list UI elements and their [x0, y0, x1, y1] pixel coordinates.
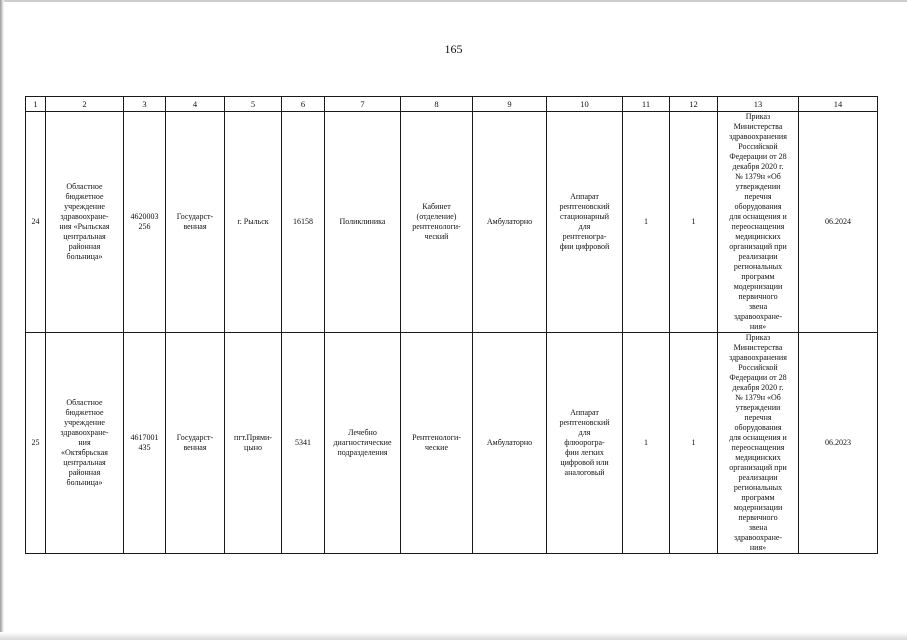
quantity-planned: 1: [623, 333, 670, 554]
department: Рентгенологи- ческие: [401, 333, 473, 554]
quantity-actual: 1: [670, 333, 718, 554]
header-cell-2: 2: [46, 97, 124, 112]
header-row: [26, 97, 878, 112]
header-cell-4: 4: [166, 97, 225, 112]
ownership-form: Государст- венная: [166, 112, 225, 333]
organization-name: Областное бюджетное учреждение здравоохране- ния «Рыльская центральная районная больница»: [46, 112, 124, 333]
organization-name: Областное бюджетное учреждение здравоохране- ния «Октябрьская центральная районная больница»: [46, 333, 124, 554]
quantity-planned: 1: [623, 112, 670, 333]
unit-index: 16158: [282, 112, 325, 333]
due-date: 06.2024: [799, 112, 878, 333]
header-cell-12: 12: [670, 97, 718, 112]
page-number: 165: [444, 42, 463, 56]
scan-edge-bottom: [0, 632, 907, 640]
header-cell-13: 13: [718, 97, 799, 112]
equipment-table: [25, 96, 878, 554]
due-date: 06.2023: [799, 333, 878, 554]
unit-index: 5341: [282, 333, 325, 554]
header-cell-5: 5: [225, 97, 282, 112]
row-number: 24: [26, 112, 46, 333]
header-cell-7: 7: [325, 97, 401, 112]
scan-edge-left: [0, 0, 4, 640]
ownership-form: Государст- венная: [166, 333, 225, 554]
locality: г. Рыльск: [225, 112, 282, 333]
subdivision: Поликлиника: [325, 112, 401, 333]
care-type: Амбулаторно: [473, 333, 547, 554]
header-cell-6: 6: [282, 97, 325, 112]
organization-code: 4620003 256: [124, 112, 166, 333]
header-cell-10: 10: [547, 97, 623, 112]
equipment-name: Аппарат рентгеновский для флюорогра- фии легких цифровой или аналоговый: [547, 333, 623, 554]
equipment-name: Аппарат рентгеновский стационарный для рентгеногра- фии цифровой: [547, 112, 623, 333]
row-number: 25: [26, 333, 46, 554]
organization-code: 4617001 435: [124, 333, 166, 554]
table-row: [26, 333, 878, 554]
scan-edge-top: [0, 0, 907, 2]
header-cell-1: 1: [26, 97, 46, 112]
legal-basis: Приказ Министерства здравоохранения Российской Федерации от 28 декабря 2020 г. № 1379н «Об утверждении перечня оборудования для оснащения и переоснащения медицинских организаций при реализации региональных программ модернизации первичного звена здравоохране- ния»: [718, 112, 799, 333]
header-cell-8: 8: [401, 97, 473, 112]
header-cell-3: 3: [124, 97, 166, 112]
quantity-actual: 1: [670, 112, 718, 333]
legal-basis: Приказ Министерства здравоохранения Российской Федерации от 28 декабря 2020 г. № 1379н «Об утверждении перечня оборудования для оснащения и переоснащения медицинских организаций при реализации региональных программ модернизации первичного звена здравоохране- ния»: [718, 333, 799, 554]
care-type: Амбулаторно: [473, 112, 547, 333]
header-cell-11: 11: [623, 97, 670, 112]
locality: пгт.Прями- цыно: [225, 333, 282, 554]
header-cell-14: 14: [799, 97, 878, 112]
subdivision: Лечебно диагностические подразделения: [325, 333, 401, 554]
table-row: [26, 112, 878, 333]
header-cell-9: 9: [473, 97, 547, 112]
department: Кабинет (отделение) рентгенологи- ческий: [401, 112, 473, 333]
